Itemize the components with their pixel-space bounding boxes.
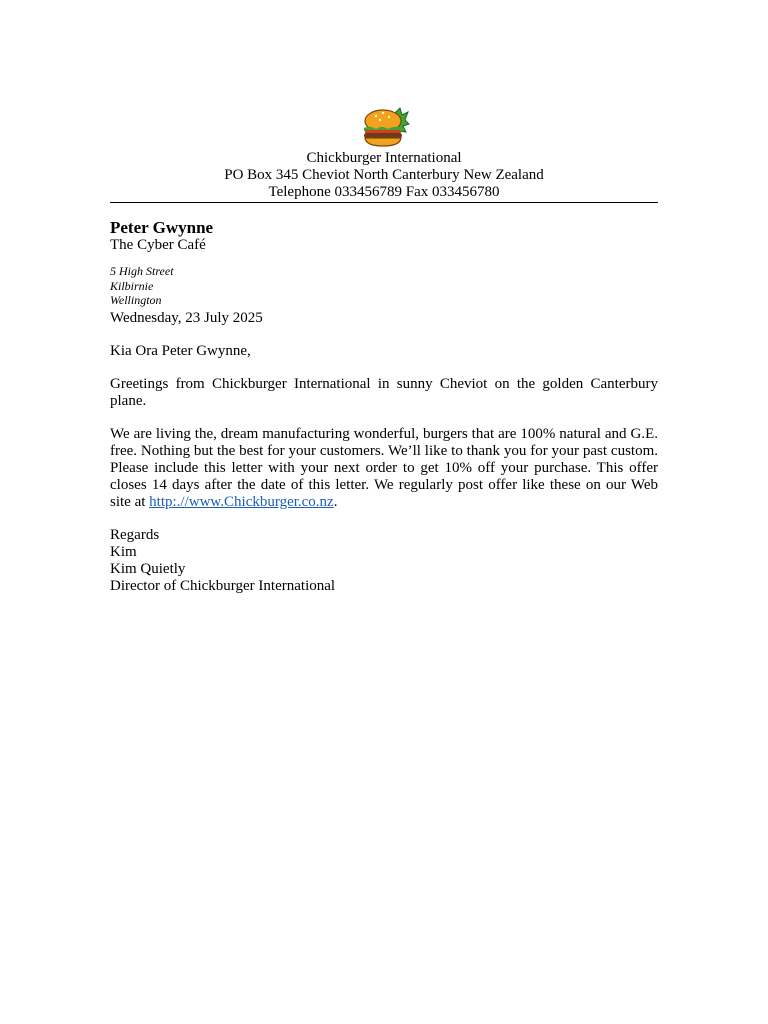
valediction: Regards bbox=[110, 527, 160, 543]
company-name: Chickburger International bbox=[306, 150, 462, 166]
paragraph-intro: Greetings from Chickburger International in sunny Cheviot on the golden Canterbury plane. bbox=[110, 376, 658, 409]
address-line: Kilbirnie bbox=[110, 278, 154, 293]
recipient-name: Peter Gwynne bbox=[110, 218, 214, 237]
paragraph-offer bbox=[110, 426, 658, 511]
letterhead bbox=[110, 104, 658, 201]
closing bbox=[110, 527, 658, 595]
greeting: Kia Ora Peter Gwynne, bbox=[110, 343, 251, 359]
website-link[interactable]: http:.//www.Chickburger.co.nz bbox=[149, 494, 334, 510]
signer-name: Kim Quietly bbox=[110, 561, 186, 577]
recipient-address bbox=[110, 264, 174, 308]
recipient-company: The Cyber Café bbox=[110, 237, 206, 253]
paragraph-offer-text: We are living the, dream manufacturing wonderful, burgers that are 100% natural and G.E. free. Nothing but the best for your customers. We’ll like to thank you for your past custom. Please include this letter with your next order to get 10% off your purchase. This offer closes 14 days after the date of this letter. We regularly post offer like these on our Web site at bbox=[110, 426, 658, 510]
letter-date: Wednesday, 23 July 2025 bbox=[110, 310, 263, 326]
burger-icon bbox=[358, 104, 410, 150]
address-line: 5 High Street bbox=[110, 264, 174, 278]
signature: Kim bbox=[110, 544, 137, 560]
header-divider bbox=[110, 202, 658, 203]
signer-title: Director of Chickburger International bbox=[110, 578, 336, 594]
paragraph-offer-end: . bbox=[333, 494, 338, 510]
address-line: Wellington bbox=[110, 293, 162, 307]
company-contact: Telephone 033456789 Fax 033456780 bbox=[268, 184, 500, 200]
company-address: PO Box 345 Cheviot North Canterbury New Zealand bbox=[224, 167, 544, 183]
letter-body bbox=[110, 343, 658, 595]
